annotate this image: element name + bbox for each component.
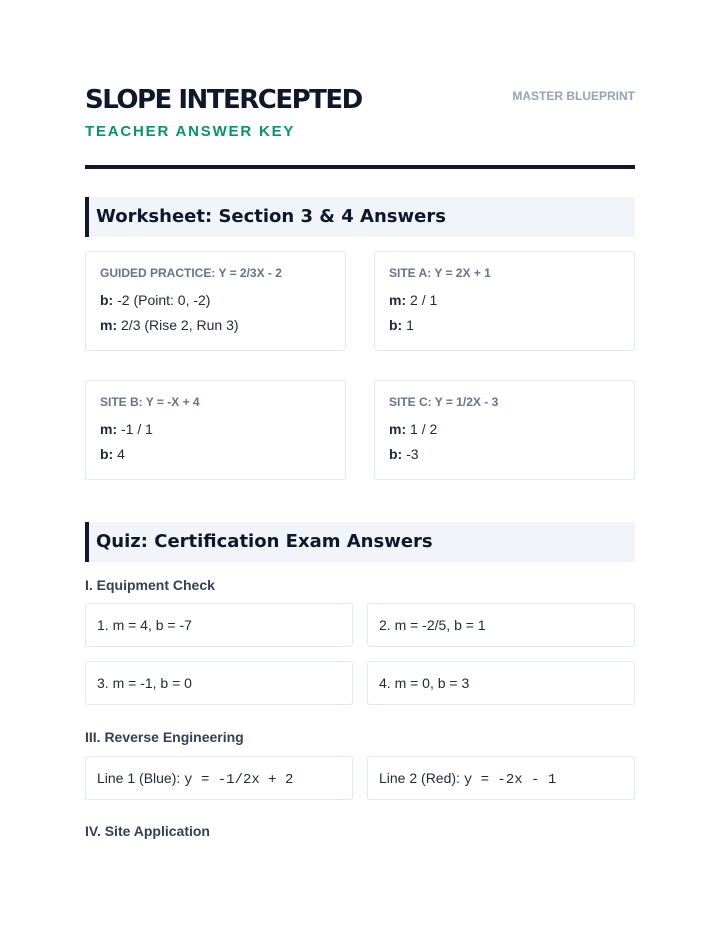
site-a-card [374, 251, 635, 351]
site-application-heading: IV. Site Application [85, 823, 210, 839]
reverse-engineering-heading: III. Reverse Engineering [85, 729, 244, 745]
card-line: m: 2 / 1 [389, 292, 438, 308]
card-title: GUIDED PRACTICE: Y = 2/3X - 2 [100, 266, 282, 280]
document-header [85, 0, 635, 170]
header-divider [85, 165, 635, 169]
card-line: m: 1 / 2 [389, 421, 438, 437]
card-title: SITE B: Y = -X + 4 [100, 395, 200, 409]
equipment-check-heading: I. Equipment Check [85, 577, 215, 593]
worksheet-section-heading: Worksheet: Section 3 & 4 Answers [85, 197, 635, 237]
reverse-answer-2 [367, 756, 635, 800]
answer-key-page [85, 0, 635, 839]
equipment-answer-3: 3. m = -1, b = 0 [85, 661, 353, 705]
site-b-card [85, 380, 346, 480]
line-label: Line 1 (Blue): [97, 770, 185, 786]
card-line: b: -3 [389, 446, 419, 462]
equipment-answer-1: 1. m = 4, b = -7 [85, 603, 353, 647]
card-line: b: 4 [100, 446, 125, 462]
card-title: SITE C: Y = 1/2X - 3 [389, 395, 499, 409]
line-equation: y = -1/2x + 2 [184, 772, 294, 788]
master-badge: MASTER BLUEPRINT [512, 89, 635, 103]
card-line: b: -2 (Point: 0, -2) [100, 292, 211, 308]
card-line: m: 2/3 (Rise 2, Run 3) [100, 317, 239, 333]
site-c-card [374, 380, 635, 480]
card-line: b: 1 [389, 317, 414, 333]
document-title: SLOPE INTERCEPTED [85, 85, 362, 115]
card-title: SITE A: Y = 2X + 1 [389, 266, 491, 280]
quiz-section-heading: Quiz: Certification Exam Answers [85, 522, 635, 562]
line-label: Line 2 (Red): [379, 770, 464, 786]
document-subtitle: TEACHER ANSWER KEY [85, 123, 296, 140]
equipment-answer-4: 4. m = 0, b = 3 [367, 661, 635, 705]
guided-practice-card [85, 251, 346, 351]
equipment-answer-2: 2. m = -2/5, b = 1 [367, 603, 635, 647]
reverse-answer-1 [85, 756, 353, 800]
line-equation: y = -2x - 1 [463, 772, 557, 788]
card-line: m: -1 / 1 [100, 421, 153, 437]
